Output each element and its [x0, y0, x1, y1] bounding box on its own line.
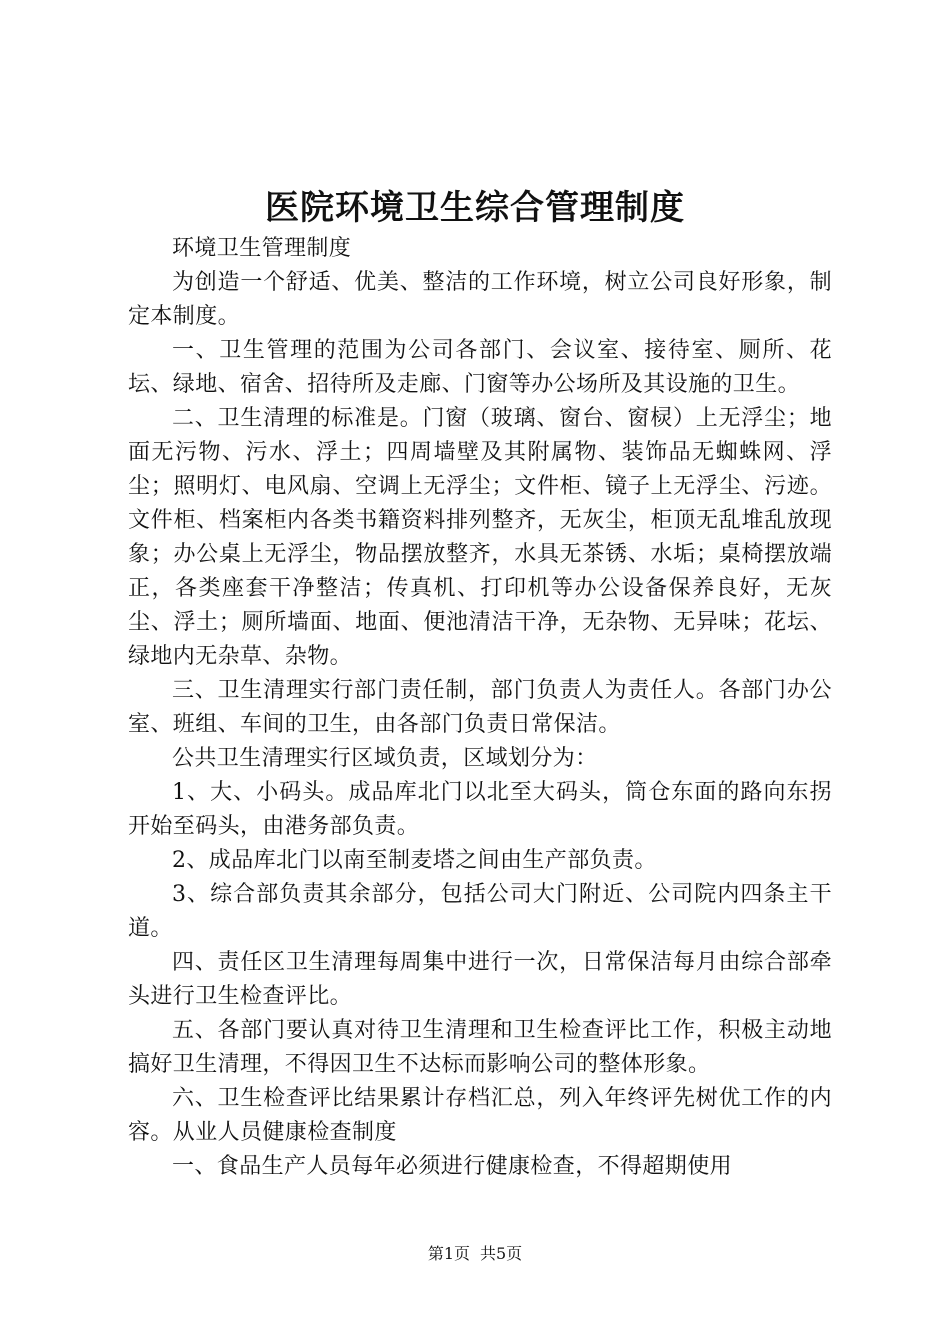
- paragraph: 六、卫生检查评比结果累计存档汇总，列入年终评先树优工作的内容。从业人员健康检查制度: [128, 1086, 832, 1145]
- document-title: 医院环境卫生综合管理制度: [265, 188, 685, 228]
- paragraph: 一、卫生管理的范围为公司各部门、会议室、接待室、厕所、花坛、绿地、宿舍、招待所及走廊、门窗等办公场所及其设施的卫生。: [128, 338, 832, 397]
- paragraph: 2、成品库北门以南至制麦塔之间由生产部负责。: [172, 848, 657, 873]
- paragraph: 3、综合部负责其余部分，包括公司大门附近、公司院内四条主干道。: [128, 882, 832, 941]
- paragraph: 环境卫生管理制度: [172, 236, 352, 261]
- paragraph: 三、卫生清理实行部门责任制，部门负责人为责任人。各部门办公室、班组、车间的卫生，由各部门负责日常保洁。: [128, 678, 832, 737]
- page-number-current: 第1页: [427, 1244, 470, 1263]
- paragraph: 一、食品生产人员每年必须进行健康检查，不得超期使用: [172, 1154, 733, 1179]
- page-number-total: 共5页: [480, 1244, 523, 1263]
- paragraph: 公共卫生清理实行区域负责，区域划分为：: [172, 746, 598, 771]
- paragraph: 1、大、小码头。成品库北门以北至大码头，筒仓东面的路向东拐开始至码头，由港务部负责。: [128, 780, 832, 839]
- document-body: [128, 232, 832, 1184]
- paragraph: 为创造一个舒适、优美、整洁的工作环境，树立公司良好形象，制定本制度。: [128, 270, 832, 329]
- paragraph: 二、卫生清理的标准是。门窗（玻璃、窗台、窗棂）上无浮尘；地面无污物、污水、浮土；四周墙壁及其附属物、装饰品无蜘蛛网、浮尘；照明灯、电风扇、空调上无浮尘；文件柜、镜子上无浮尘、污迹。文件柜、档案柜内各类书籍资料排列整齐，无灰尘，柜顶无乱堆乱放现象；办公桌上无浮尘，物品摆放整齐，水具无茶锈、水垢；桌椅摆放端正，各类座套干净整洁；传真机、打印机等办公设备保养良好，无灰尘、浮土；厕所墙面、地面、便池清洁干净，无杂物、无异味；花坛、绿地内无杂草、杂物。: [128, 406, 832, 669]
- paragraph: 五、各部门要认真对待卫生清理和卫生检查评比工作，积极主动地搞好卫生清理，不得因卫生不达标而影响公司的整体形象。: [128, 1018, 832, 1077]
- page-footer: [0, 1242, 950, 1266]
- paragraph: 四、责任区卫生清理每周集中进行一次，日常保洁每月由综合部牵头进行卫生检查评比。: [128, 950, 832, 1009]
